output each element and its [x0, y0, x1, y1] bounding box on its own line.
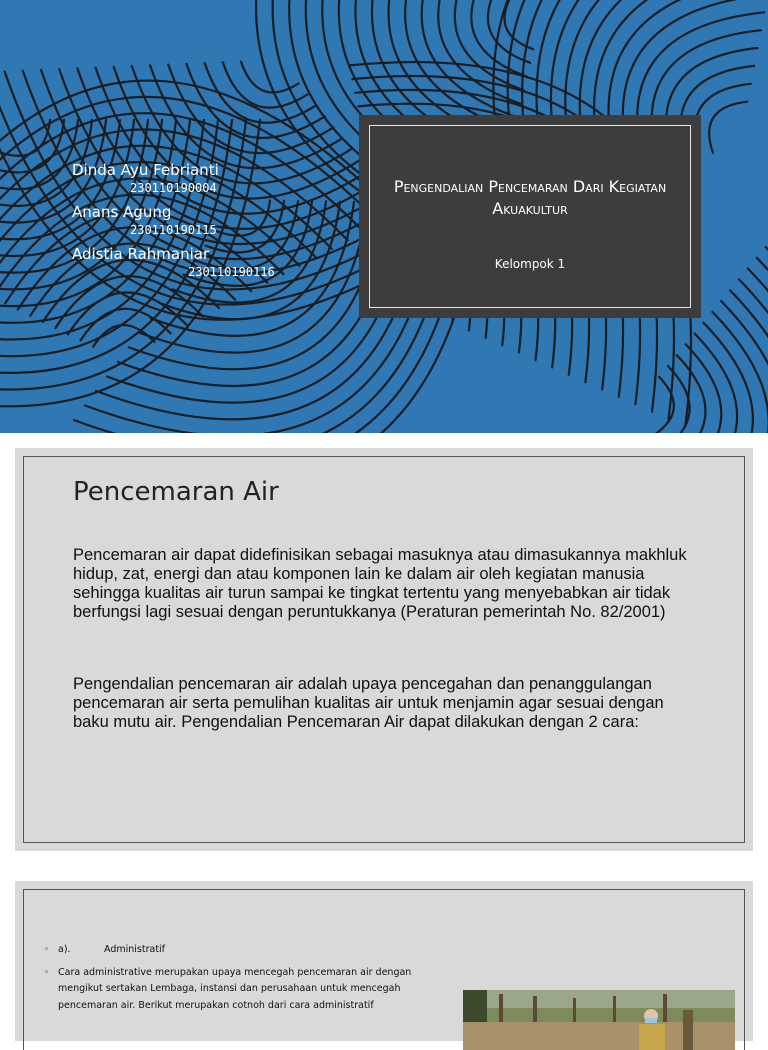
bullet-text: Cara administrative merupakan upaya mencegah pencemaran air dengan mengikut sertakan Lembaga, instansi dan perusahaan untuk mencegah pencemaran air. Berikut merupakan cotnoh dari cara administratif [58, 967, 411, 1011]
control-paragraph: Pengendalian pencemaran air adalah upaya pencegahan dan penanggulangan pencemaran air serta pemulihan kualitas air untuk menjamin agar sesuai dengan baku mutu air. Pengendalian Pencemaran Air dapat dilakukan dengan 2 cara: [73, 675, 703, 732]
swirl-line [691, 279, 768, 433]
swirl-line [471, 0, 526, 77]
member-name: Anans Agung [72, 202, 312, 222]
member-name: Dinda Ayu Febrianti [72, 160, 312, 180]
bullet-list [44, 942, 424, 1020]
content-slide-pencemaran-air [15, 448, 753, 851]
member-id: 230110190116 [72, 264, 312, 280]
field-photo [463, 990, 735, 1050]
swirl-line [714, 225, 768, 433]
swirl-line [718, 215, 768, 434]
swirl-line [695, 84, 751, 159]
title-box [359, 115, 701, 318]
bullet-text: Administratif [104, 944, 165, 955]
swirl-line [673, 323, 753, 433]
swirl-line [709, 236, 768, 433]
swirl-line [505, 0, 534, 49]
bullet-label: a). [58, 942, 104, 959]
presentation-title: Pengendalian Pencemaran Dari Kegiatan Akuakultur [370, 176, 690, 220]
member-list [72, 160, 312, 286]
definition-paragraph: Pencemaran air dapat didefinisikan sebagai masuknya atau dimasukannya makhluk hidup, zat, energi dan atau komponen lain ke dalam air oleh kegiatan manusia sehingga kualitas air turun sampai ke tingkat tertentu yang menyebabkan air tidak berfungsi lagi sesuai dengan peruntukkanya (Peraturan pemerintah No. 82/2001) [73, 546, 703, 622]
title-slide [0, 0, 768, 433]
group-subtitle: Kelompok 1 [370, 257, 690, 271]
member-id: 230110190004 [72, 180, 312, 196]
bullet-item [44, 942, 424, 959]
bullet-item [44, 965, 424, 1015]
slide-frame [23, 889, 745, 1050]
swirl-line [659, 355, 706, 433]
swirl-line [709, 102, 747, 153]
content-slide-administratif [15, 881, 753, 1041]
slide-heading: Pencemaran Air [73, 477, 279, 507]
field-photo-image [463, 990, 735, 1050]
title-box-frame [369, 125, 691, 308]
member-id: 230110190115 [72, 222, 312, 238]
member-name: Adistia Rahmaniar [72, 244, 312, 264]
slide-frame [23, 456, 745, 843]
